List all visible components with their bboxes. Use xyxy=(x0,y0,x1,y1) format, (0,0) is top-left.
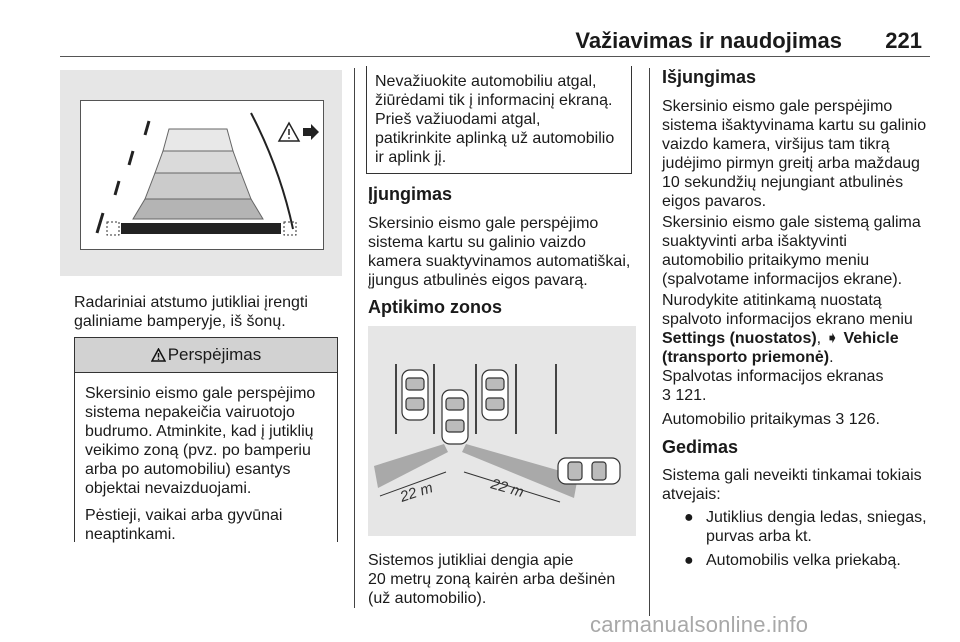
warning-header xyxy=(75,337,337,373)
parked-car-icon xyxy=(482,370,508,420)
parking-sensor-illustration xyxy=(60,70,342,276)
note-box: Nevažiuokite automobiliu atgal, žiūrėdami tik į informacinį ekraną. Prieš važiuodami atgal, patikrinkite aplinką už automobilio ir aplink jį. xyxy=(366,66,632,174)
page-number: 221 xyxy=(885,28,922,53)
parking-lot-graphic xyxy=(368,326,636,536)
watermark: carmanualsonline.info xyxy=(590,612,809,637)
approaching-car-icon xyxy=(558,458,620,484)
parked-car-icon xyxy=(402,370,428,420)
warning-paragraph: Pėstieji, vaikai arba gyvūnai neaptinkami. xyxy=(85,507,283,543)
column-divider-2 xyxy=(649,68,650,616)
heading-isjungimas: Išjungimas xyxy=(662,67,757,87)
sensor-display-graphic xyxy=(81,101,325,251)
paragraph-gedimas: Sistema gali neveikti tinkamai tokiais atvejais: xyxy=(662,467,922,503)
warning-triangle-icon xyxy=(279,123,299,141)
warning-box xyxy=(74,337,338,542)
paragraph-isjungimas: Skersinio eismo gale perspėjimo sistema išaktyvinama kartu su galinio vaizdo kamera, viršijus tam tikrą judėjimo pirmyn greitį arba maždaug 10 sekundžių nejungiant atbulinės eigos pavaros. xyxy=(662,98,927,210)
paragraph-menu-path: Nurodykite atitinkamą nuostatą spalvoto informacijos ekrano meniu Settings (nuostatos), ➧ Vehicle (transporto priemonė). xyxy=(662,292,913,366)
paragraph-ijungimas: Skersinio eismo gale perspėjimo sistema kartu su galinio vaizdo kamera suaktyvinamos automatiškai, įjungus atbulinės eigos pavarą. xyxy=(368,215,631,289)
bullet-icon: ● xyxy=(684,552,694,569)
page-header xyxy=(60,22,930,60)
page-ref-arrow-icon: 3 xyxy=(662,387,671,404)
page-title: Važiavimas ir naudojimas xyxy=(575,28,842,53)
display-frame xyxy=(80,100,324,250)
header-rule xyxy=(60,56,930,57)
paragraph-settings: Skersinio eismo gale sistemą galima suaktyvinti arba išaktyvinti automobilio pritaikymo meniu (spalvotame informacijos ekrane). xyxy=(662,214,921,288)
warning-title: Perspėjimas xyxy=(167,345,262,364)
menu-settings-label: Settings (nuostatos) xyxy=(662,330,817,347)
zone-label-right: 22 m xyxy=(488,475,526,502)
paragraph-reference-customisation: Automobilio pritaikymas 3 126. xyxy=(662,411,880,428)
menu-vehicle-label: Vehicle xyxy=(843,330,899,347)
heading-aptikimo-zonos: Aptikimo zonos xyxy=(368,297,502,317)
zone-label-left: 22 m xyxy=(397,479,435,506)
warning-paragraph: Skersinio eismo gale perspėjimo sistema nepakeičia vairuotojo budrumo. Atminkite, kad į jutiklių veikimo zoną (pvz. po bamperiu arba po automobiliu) esantys objektai nevaizduojami. xyxy=(85,385,316,497)
column-divider-1 xyxy=(354,68,355,608)
warning-body xyxy=(75,373,337,544)
paragraph-reference-display: Spalvotas informacijos ekranas 3 121. xyxy=(662,368,884,404)
detection-zones-illustration xyxy=(368,326,636,536)
page-ref-arrow-icon: 3 xyxy=(835,411,845,428)
illustration-caption: Radariniai atstumo jutikliai įrengti galiniame bamperyje, iš šonų. xyxy=(74,294,308,330)
reversing-car-icon xyxy=(442,390,468,444)
heading-gedimas: Gedimas xyxy=(662,437,739,457)
heading-ijungimas: Įjungimas xyxy=(368,184,453,204)
bullet-icon: ● xyxy=(684,509,694,526)
menu-arrow-icon: ➧ xyxy=(825,330,839,347)
paragraph-sensor-coverage: Sistemos jutikliai dengia apie 20 metrų zoną kairėn arba dešinėn (už automobilio). xyxy=(368,552,616,607)
warning-icon xyxy=(151,348,166,362)
right-arrow-icon xyxy=(303,124,319,140)
